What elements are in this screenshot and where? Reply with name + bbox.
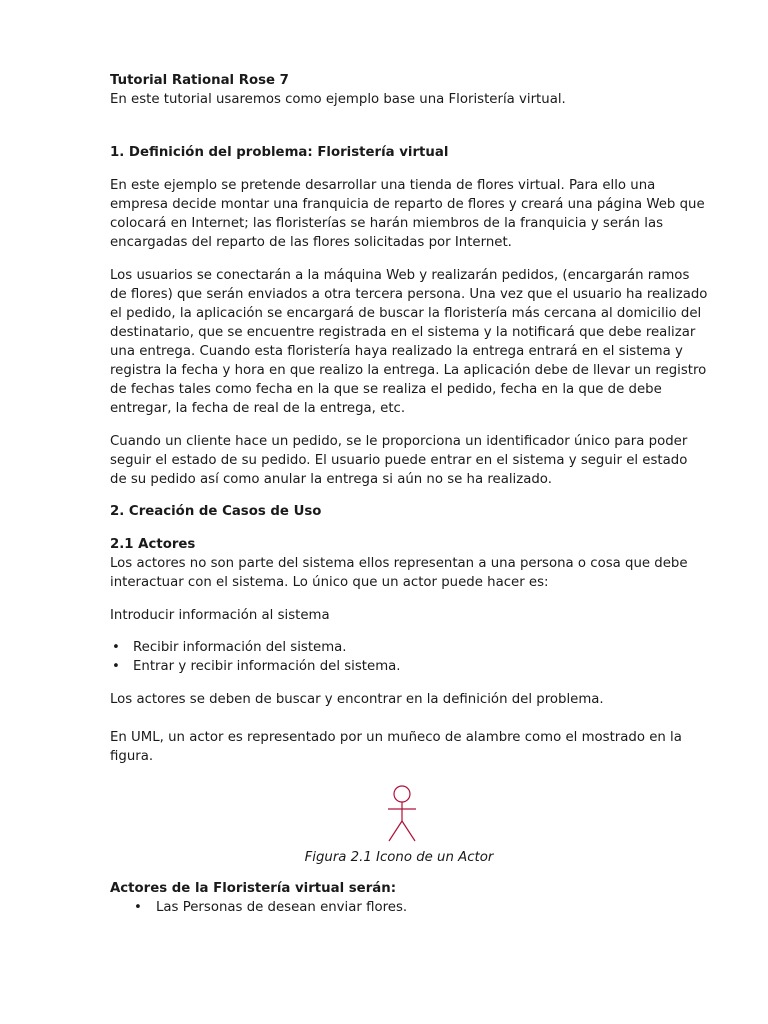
bullet-icon: •: [134, 900, 142, 915]
list-item-text: Entrar y recibir información del sistema.: [133, 659, 401, 674]
list-item: [110, 898, 708, 917]
section-2-1-heading: 2.1 Actores: [110, 537, 196, 552]
section-1-paragraph-3: Cuando un cliente hace un pedido, se le proporciona un identificador único para poder seguir el estado de su pedido. El usuario puede entrar en el sistema y seguir el estado de su pedido así como anular la entrega si aún no se ha realizado.: [110, 434, 688, 487]
actors-heading: Actores de la Floristería virtual serán:: [110, 881, 397, 896]
section-2-1-paragraph-1: Los actores no son parte del sistema ellos representan a una persona o cosa que debe interactuar con el sistema. Lo único que un actor puede hacer es:: [110, 556, 688, 590]
list-item-text: Las Personas de desean enviar flores.: [156, 900, 408, 915]
section-2-1-paragraph-4: En UML, un actor es representado por un muñeco de alambre como el mostrado en la figura.: [110, 730, 682, 764]
actors-list: [110, 898, 708, 917]
section-1-heading: 1. Definición del problema: Floristería virtual: [110, 145, 449, 160]
document-title: Tutorial Rational Rose 7: [110, 73, 289, 88]
bullet-list: [110, 638, 708, 676]
intro-text: En este tutorial usaremos como ejemplo base una Floristería virtual.: [110, 92, 566, 107]
section-2-1-paragraph-3: Los actores se deben de buscar y encontrar en la definición del problema.: [110, 692, 604, 707]
actor-stick-figure-icon: [385, 785, 419, 843]
section-2-1-paragraph-2: Introducir información al sistema: [110, 608, 330, 623]
figure-caption: Figura 2.1 Icono de un Actor: [304, 850, 494, 865]
list-item: [110, 638, 708, 657]
list-item-text: Recibir información del sistema.: [133, 640, 347, 655]
list-item: [110, 657, 708, 676]
actor-figure: [110, 785, 708, 845]
section-1-paragraph-1: En este ejemplo se pretende desarrollar una tienda de flores virtual. Para ello una empresa decide montar una franquicia de reparto de flores y creará una página Web que colocará en Internet; las floristerías se harán miembros de la franquicia y serán las encargadas del reparto de las flores solicitadas por Internet.: [110, 178, 705, 250]
bullet-icon: •: [112, 659, 120, 674]
bullet-icon: •: [112, 640, 120, 655]
section-2-heading: 2. Creación de Casos de Uso: [110, 504, 322, 519]
section-1-paragraph-2: Los usuarios se conectarán a la máquina Web y realizarán pedidos, (encargarán ramos de flores) que serán enviados a otra tercera persona. Una vez que el usuario ha realizado el pedido, la aplicación se encargará de buscar la floristería más cercana al domicilio del destinatario, que se encuentre registrada en el sistema y la notificará que debe realizar una entrega. Cuando esta floristería haya realizado la entrega entrará en el sistema y registra la fecha y hora en que realizo la entrega. La aplicación debe de llevar un registro de fechas tales como fecha en la que se realiza el pedido, fecha en la que de debe entregar, la fecha de real de la entrega, etc.: [110, 268, 708, 416]
